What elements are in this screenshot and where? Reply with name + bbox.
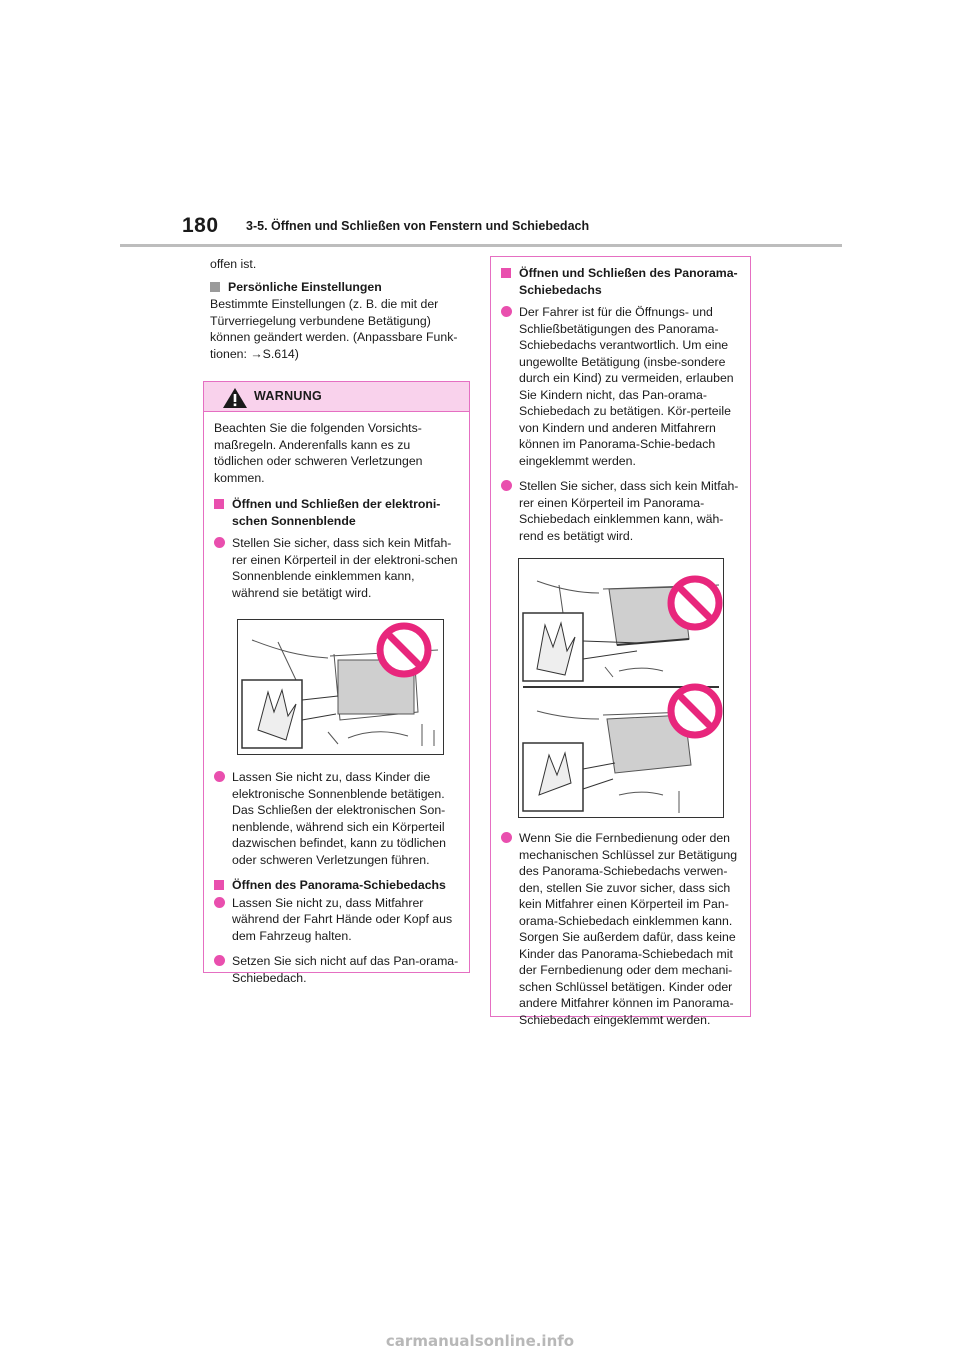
footer-watermark: carmanualsonline.info bbox=[385, 1332, 575, 1350]
round-bullet-icon bbox=[214, 771, 225, 782]
chapter-title: 3-5. Öffnen und Schließen von Fenstern und Schiebedach bbox=[246, 219, 590, 233]
warning-continued-content bbox=[491, 257, 750, 1028]
warning-content bbox=[204, 412, 469, 986]
prohibition-icon bbox=[671, 579, 719, 627]
warning-intro: Beachten Sie die folgenden Vorsichts-maßregeln. Anderenfalls kann es zu tödlichen oder schweren Verletzungen kommen. bbox=[214, 421, 423, 485]
bullet-roof-2 bbox=[214, 953, 459, 986]
warning-header bbox=[204, 382, 469, 412]
bullet-roof-1-text: Lassen Sie nicht zu, dass Mitfahrer während der Fahrt Hände oder Kopf aus dem Fahrzeug halten. bbox=[232, 895, 453, 943]
sub-title-open-close-roof bbox=[501, 265, 741, 298]
sub-title-sunshade-label: Öffnen und Schließen der elektroni-schen Sonnenblende bbox=[232, 497, 441, 528]
square-bullet-icon bbox=[501, 268, 511, 278]
bullet-sunshade-2-text: Lassen Sie nicht zu, dass Kinder die elektronische Sonnenblende betätigen. Das Schließen der elektronischen Son-nenblende, während sich ein Körperteil dazwischen befindet, kann zu tödlichen oder schweren Verletzungen führen. bbox=[232, 770, 446, 867]
prohibition-icon bbox=[380, 626, 428, 674]
round-bullet-icon bbox=[501, 480, 512, 491]
round-bullet-icon bbox=[501, 306, 512, 317]
bullet-roof-4 bbox=[501, 478, 741, 544]
warning-box bbox=[203, 381, 470, 985]
square-bullet-icon bbox=[214, 499, 224, 509]
bullet-roof-5-text: Wenn Sie die Fernbedienung oder den mechanischen Schlüssel zur Betätigung des Panorama-Schiebedachs verwen-den, stellen Sie zuvor sicher, dass sich kein Mitfahrer einen Körperteil im Pan-orama-Schiebedach einklemmen kann. Sorgen Sie außerdem dafür, dass keine Kinder das Panorama-Schiebedach mit der Fernbedienung oder dem mechani-schen Schlüssel betätigen. Kinder oder andere Mitfahrer können im Panorama-Schiebedach eingeklemmt werden. bbox=[519, 831, 738, 1027]
sub-title-open-roof-label: Öffnen des Panorama-Schiebedachs bbox=[232, 878, 446, 892]
sub-title-open-roof bbox=[214, 877, 459, 894]
panorama-roof-drawing bbox=[519, 559, 723, 817]
warning-title: WARNUNG bbox=[254, 389, 323, 403]
header-rule bbox=[120, 244, 842, 247]
warning-triangle-icon bbox=[222, 387, 248, 409]
bullet-sunshade-1 bbox=[214, 535, 459, 601]
bullet-sunshade-1-text: Stellen Sie sicher, dass sich kein Mitfah-rer einen Körperteil in der elektroni-schen Sonnenblende einklemmen kann, während sie betätigt wird. bbox=[232, 536, 458, 600]
section-title bbox=[210, 279, 472, 296]
intro-text: offen ist. bbox=[210, 257, 257, 271]
prohibition-icon bbox=[671, 687, 719, 735]
bullet-roof-3-text: Der Fahrer ist für die Öffnungs- und Schließbetätigungen des Panorama-Schiebedachs verantwortlich. Um eine ungewollte Betätigung (insbe-sondere durch ein Kind) zu vermeiden, erlauben Sie Kindern nicht, das Pan-orama-Schiebedach zu betätigen. Kör-perteile von Kindern und anderen Mitfahrern können im Panorama-Schie-bedach eingeklemmt werden. bbox=[519, 305, 734, 468]
section-title-label: Persönliche Einstellungen bbox=[228, 279, 382, 294]
sub-title-sunshade bbox=[214, 496, 459, 529]
illustration-sunshade bbox=[237, 619, 444, 755]
left-column bbox=[210, 256, 472, 362]
round-bullet-icon bbox=[214, 955, 225, 966]
square-bullet-icon bbox=[214, 880, 224, 890]
sub-title-open-close-roof-label: Öffnen und Schließen des Panorama-Schiebedachs bbox=[519, 266, 738, 297]
round-bullet-icon bbox=[501, 832, 512, 843]
section-body: Bestimmte Einstellungen (z. B. die mit der Türverriegelung verbundene Betätigung) können geändert werden. (Anpassbare Funk-tionen: →S.614) bbox=[210, 297, 458, 361]
sunshade-drawing bbox=[238, 620, 443, 754]
bullet-roof-3 bbox=[501, 304, 741, 469]
bullet-roof-1 bbox=[214, 895, 459, 945]
bullet-sunshade-2 bbox=[214, 769, 459, 868]
round-bullet-icon bbox=[214, 897, 225, 908]
round-bullet-icon bbox=[214, 537, 225, 548]
bullet-roof-4-text: Stellen Sie sicher, dass sich kein Mitfah-rer einen Körperteil im Panorama-Schiebedach einklemmen kann, wäh-rend es betätigt wird. bbox=[519, 479, 739, 543]
warning-box-continued bbox=[490, 256, 751, 1027]
bullet-roof-5 bbox=[501, 830, 741, 1028]
illustration-panorama-roof bbox=[518, 558, 724, 818]
square-bullet-icon bbox=[210, 282, 220, 292]
bullet-roof-2-text: Setzen Sie sich nicht auf das Pan-orama-Schiebedach. bbox=[232, 954, 459, 985]
page-number: 180 bbox=[182, 214, 219, 237]
